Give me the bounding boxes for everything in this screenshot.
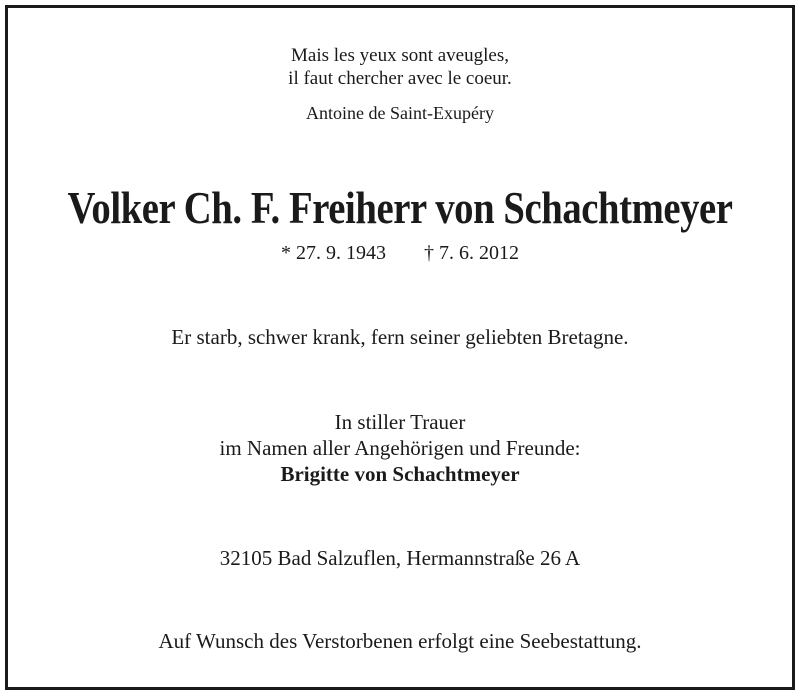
- birth-date: * 27. 9. 1943: [281, 242, 386, 264]
- mourner-name: Brigitte von Schachtmeyer: [280, 462, 520, 486]
- mourners-line-1: In stiller Trauer: [334, 410, 466, 434]
- life-dates: [8, 241, 792, 265]
- obituary-frame: [5, 5, 795, 690]
- quote-line-1: Mais les yeux sont aveugles,: [291, 45, 509, 66]
- death-date: † 7. 6. 2012: [424, 242, 519, 264]
- quote-line-2: il faut chercher avec le coeur.: [288, 68, 512, 89]
- burial-note: Auf Wunsch des Verstorbenen erfolgt eine Seebestattung.: [158, 629, 642, 653]
- death-statement: Er starb, schwer krank, fern seiner geliebten Bretagne.: [171, 325, 629, 349]
- quote-author: Antoine de Saint-Exupéry: [306, 103, 494, 123]
- address: 32105 Bad Salzuflen, Hermannstraße 26 A: [219, 546, 581, 570]
- mourners-line-2: im Namen aller Angehörigen und Freunde:: [219, 436, 581, 460]
- deceased-name: Volker Ch. F. Freiherr von Schachtmeyer: [67, 183, 733, 233]
